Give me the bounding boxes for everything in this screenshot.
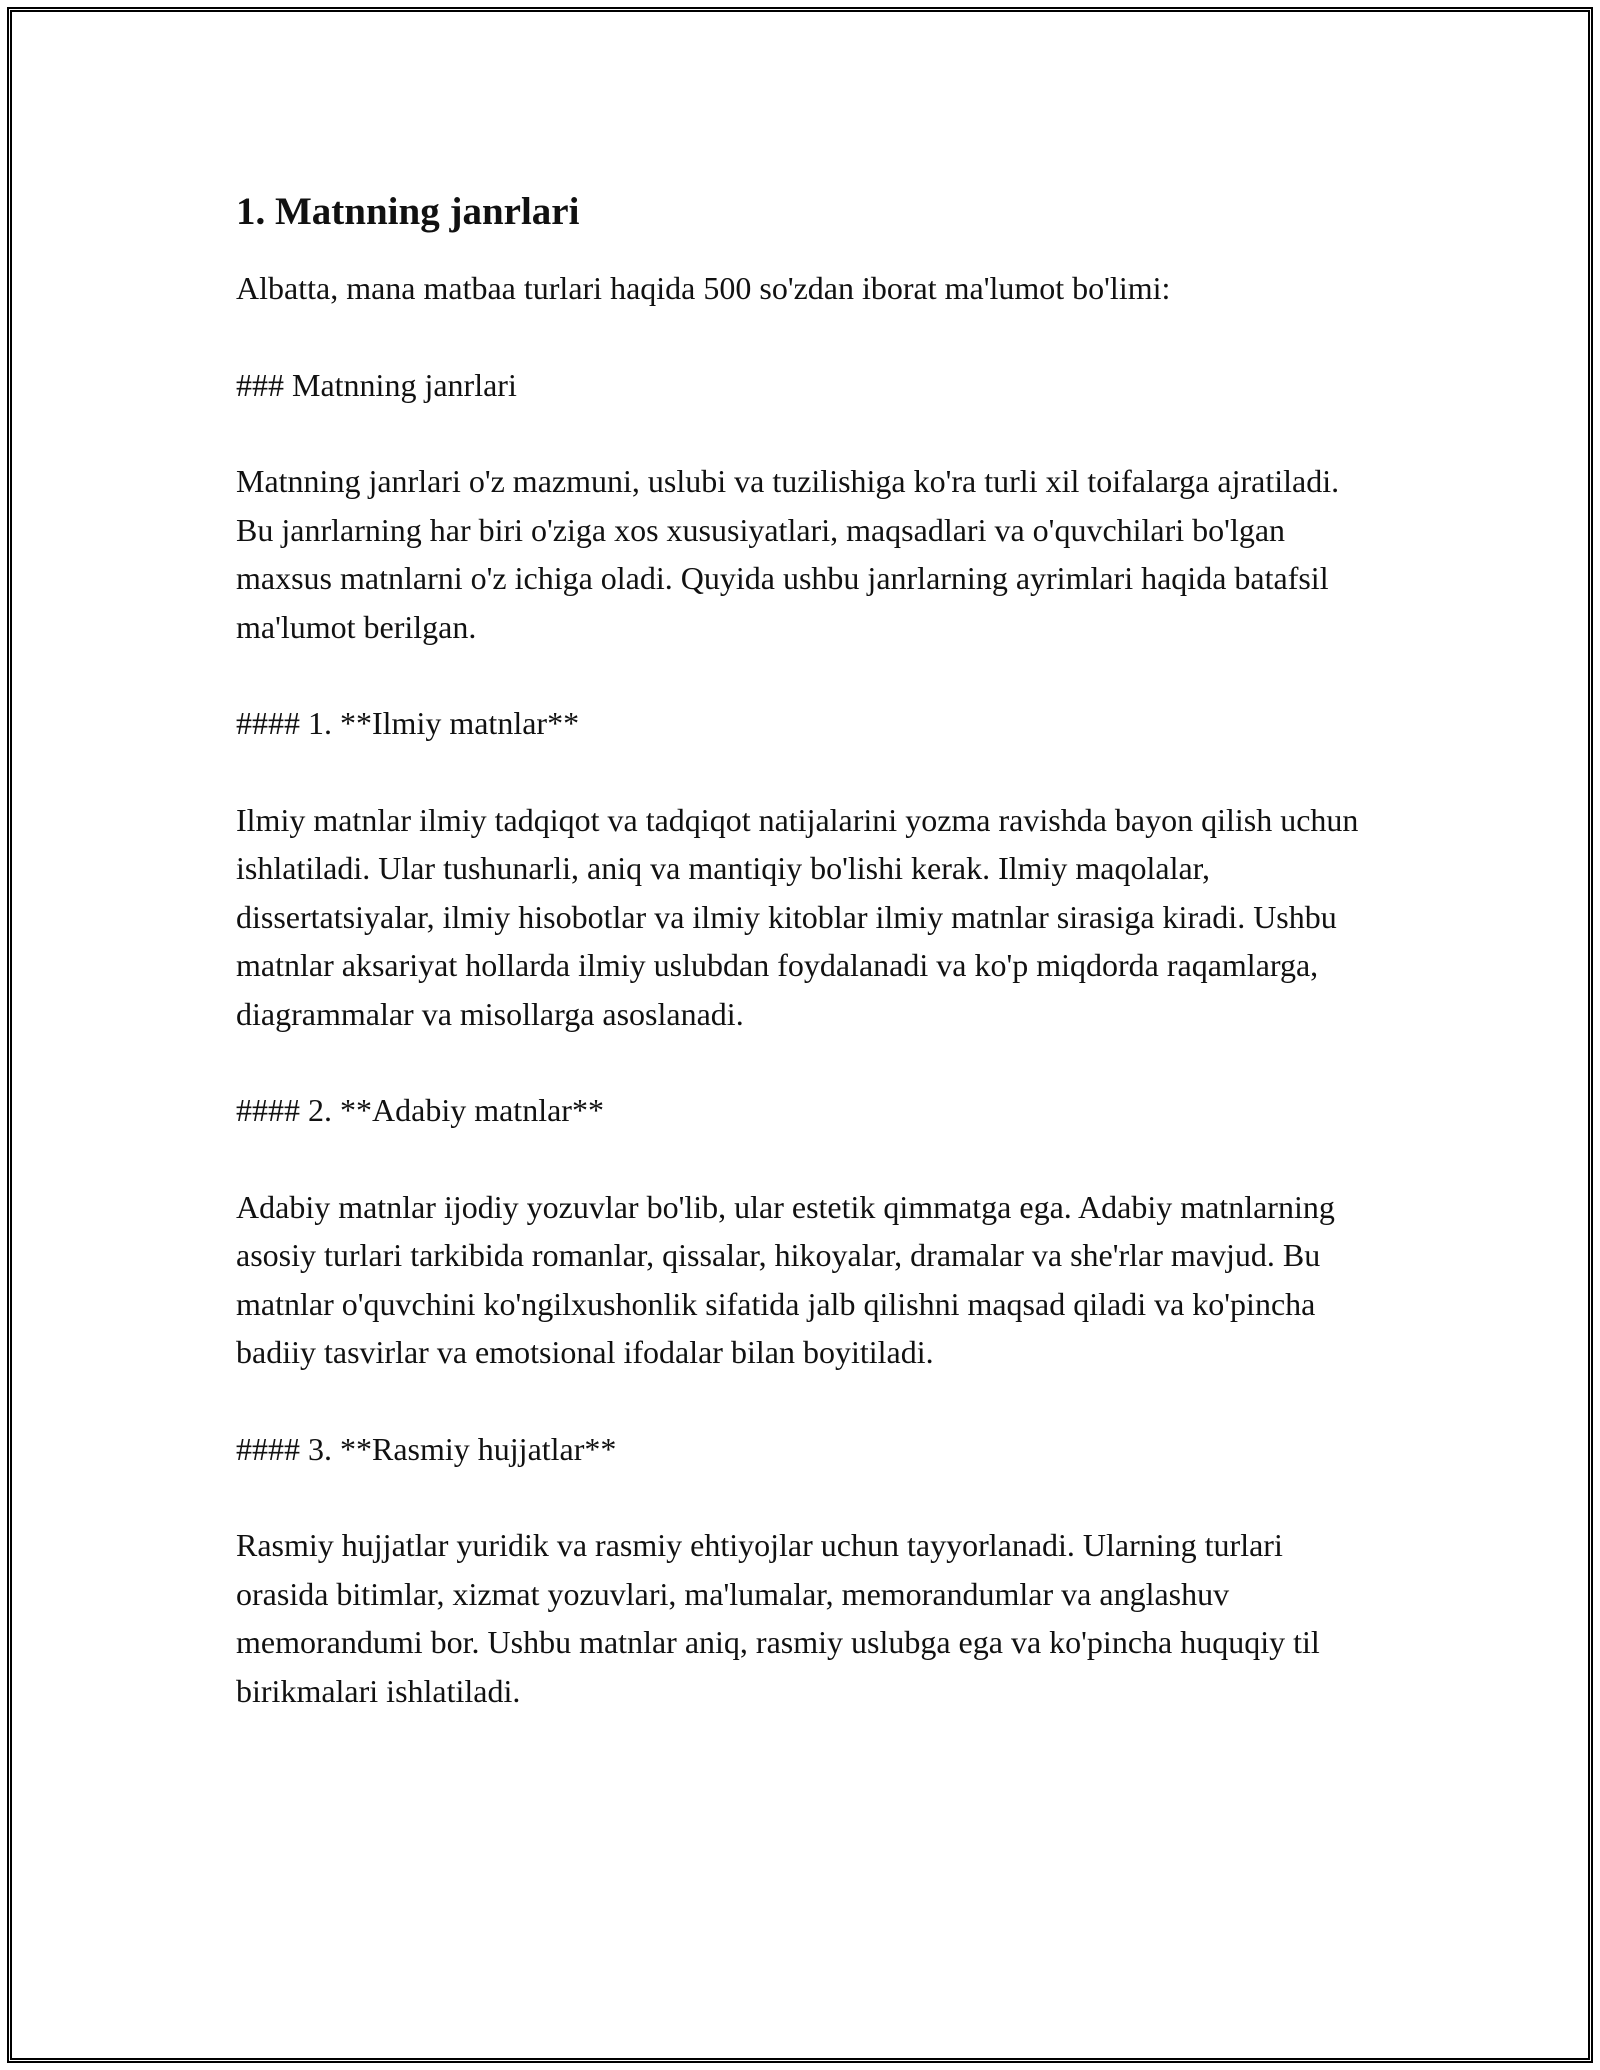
paragraph-overview: Matnning janrlari o'z mazmuni, uslubi va tuzilishiga ko'ra turli xil toifalarga ajratiladi. Bu janrlarning har biri o'ziga xos xususiyatlari, maqsadlari va o'quvchilari bo'lgan maxsus matnlarni o'z ichiga oladi. Quyida ushbu janrlarning ayrimlari haqida batafsil ma'lumot berilgan. (236, 463, 1340, 645)
subheading-matnning-janrlari: ### Matnning janrlari (236, 366, 517, 403)
paragraph-adabiy-matnlar: Adabiy matnlar ijodiy yozuvlar bo'lib, ular estetik qimmatga ega. Adabiy matnlarning asosiy turlari tarkibida romanlar, qissalar, hikoyalar, dramalar va she'rlar mavjud. Bu matnlar o'quvchini ko'ngilxushonlik sifatida jalb qilishni maqsad qiladi va ko'pincha badiiy tasvirlar va emotsional ifodalar bilan boyitiladi. (236, 1188, 1335, 1370)
section-heading: 1. Matnning janrlari (236, 190, 580, 233)
intro-paragraph: Albatta, mana matbaa turlari haqida 500 so'zdan iborat ma'lumot bo'limi: (236, 270, 1171, 306)
subheading-rasmiy-hujjatlar: #### 3. **Rasmiy hujjatlar** (236, 1430, 617, 1467)
paragraph-rasmiy-hujjatlar: Rasmiy hujjatlar yuridik va rasmiy ehtiyojlar uchun tayyorlanadi. Ularning turlari orasida bitimlar, xizmat yozuvlari, ma'lumalar, memorandumlar va anglashuv memorandumi bor. Ushbu matnlar aniq, rasmiy uslubga ega va ko'pincha huquqiy til birikmalari ishlatiladi. (236, 1527, 1320, 1709)
paragraph-ilmiy-matnlar: Ilmiy matnlar ilmiy tadqiqot va tadqiqot natijalarini yozma ravishda bayon qilish uchun ishlatiladi. Ular tushunarli, aniq va mantiqiy bo'lishi kerak. Ilmiy maqolalar, dissertatsiyalar, ilmiy hisobotlar va ilmiy kitoblar ilmiy matnlar sirasiga kiradi. Ushbu matnlar aksariyat hollarda ilmiy uslubdan foydalanadi va ko'p miqdorda raqamlarga, diagrammalar va misollarga asoslanadi. (236, 801, 1359, 1032)
subheading-ilmiy-matnlar: #### 1. **Ilmiy matnlar** (236, 705, 580, 741)
subheading-adabiy-matnlar: #### 2. **Adabiy matnlar** (236, 1092, 604, 1128)
document-body (236, 186, 1366, 1763)
